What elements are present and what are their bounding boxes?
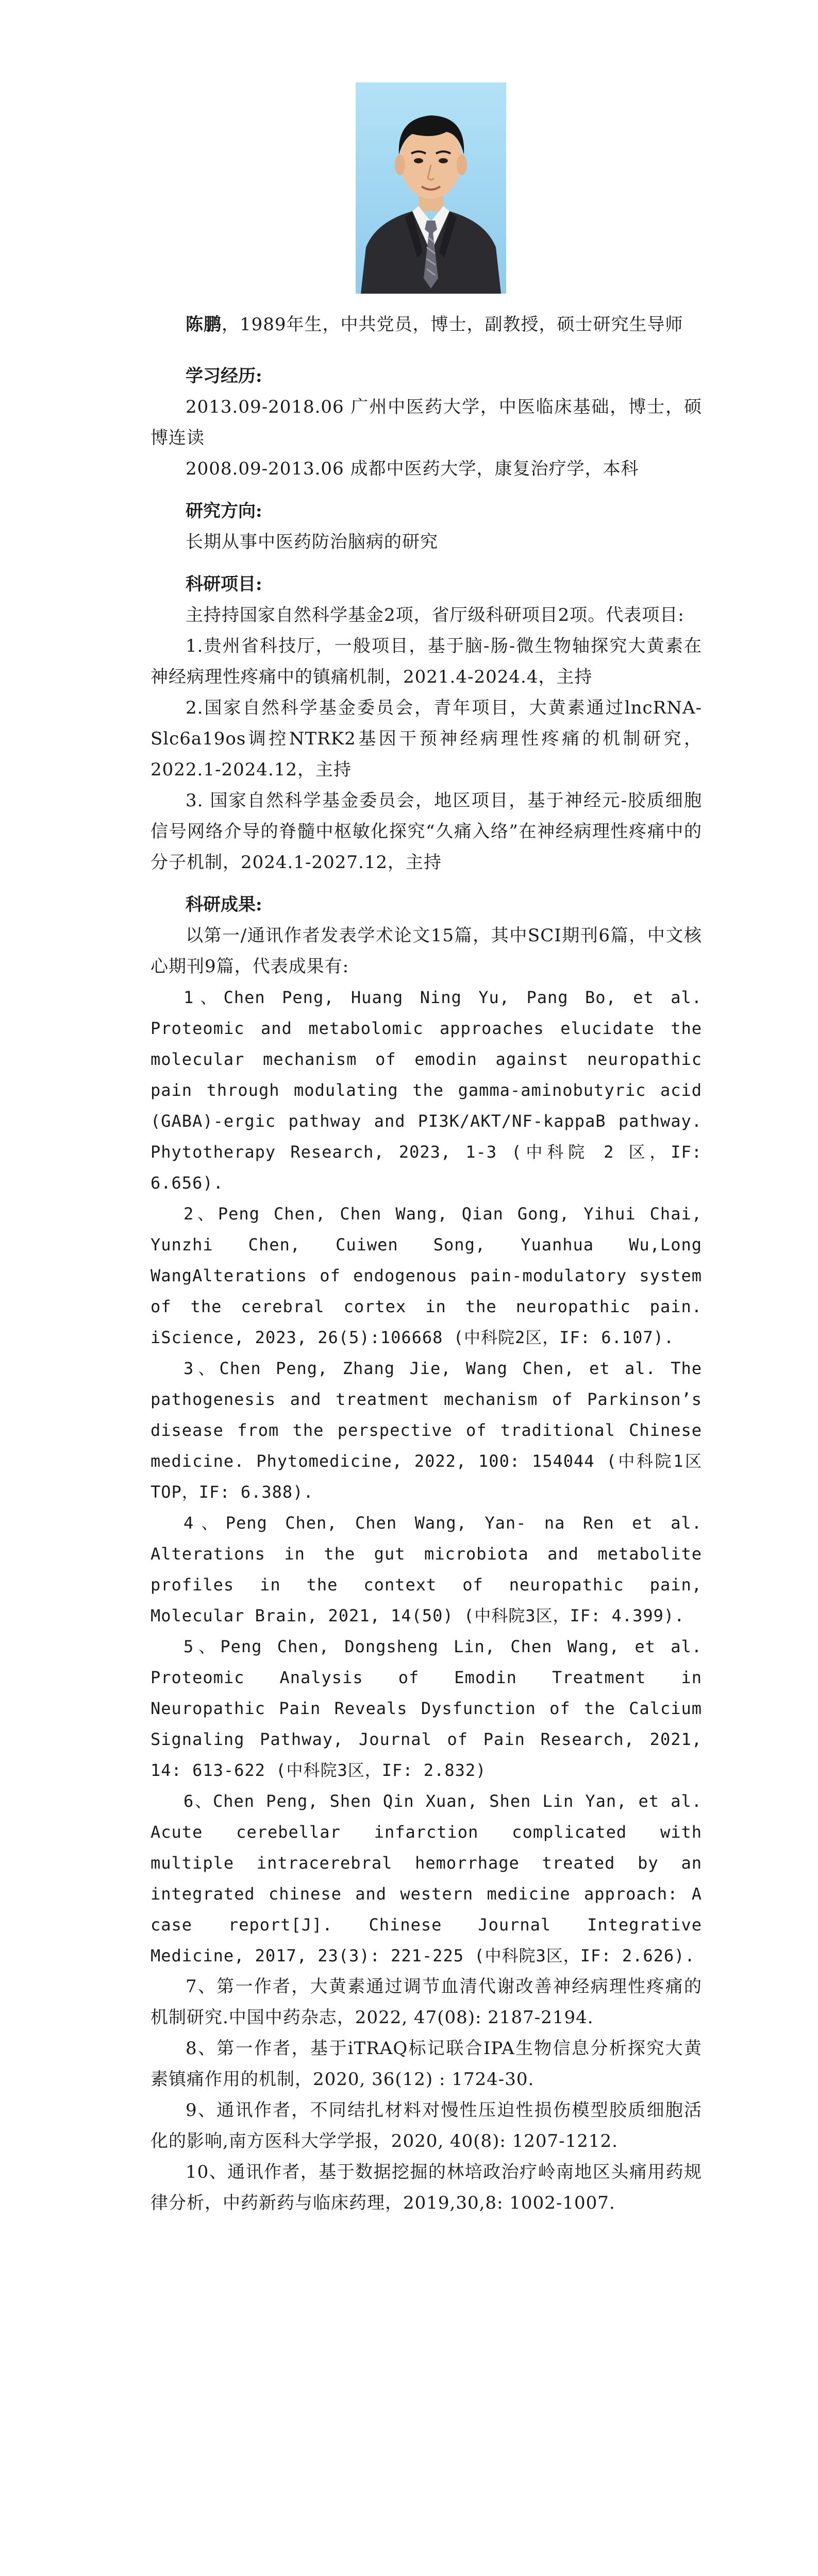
projects-list xyxy=(151,631,702,878)
publication-item: 3、Chen Peng, Zhang Jie, Wang Chen, et al. The pathogenesis and treatment mechanism of Parkinson’s disease from the perspective of traditional Chinese medicine. Phytomedicine, 2022, 100: 154044 (中科院1区TOP，IF: 6.388). xyxy=(151,1359,702,1502)
projects-heading: 科研项目: xyxy=(186,574,262,595)
profile-intro xyxy=(151,309,702,340)
publication-item: 5、Peng Chen, Dongsheng Lin, Chen Wang, et al. Proteomic Analysis of Emodin Treatment in Neuropathic Pain Reveals Dysfunction of the Calcium Signaling Pathway, Journal of Pain Research, 2021, 14: 613-622 (中科院3区，IF: 2.832) xyxy=(151,1637,702,1780)
project-item: 2.国家自然科学基金委员会，青年项目，大黄素通过lncRNA-Slc6a19os调控NTRK2基因干预神经病理性疼痛的机制研究，2022.1-2024.12，主持 xyxy=(151,698,702,780)
achievements-summary: 以第一/通讯作者发表学术论文15篇，其中SCI期刊6篇，中文核心期刊9篇，代表成果有: xyxy=(151,925,702,977)
profile-name: 陈鹏 xyxy=(186,314,222,335)
profile-content xyxy=(151,309,702,2218)
achievements-heading: 科研成果: xyxy=(186,894,262,915)
education-list xyxy=(151,392,702,484)
publication-item: 9、通讯作者，不同结扎材料对慢性压迫性损伤模型胶质细胞活化的影响,南方医科大学学报，2020, 40(8): 1207-1212. xyxy=(151,2100,702,2151)
achievements-list xyxy=(151,982,702,2218)
publication-item: 7、第一作者，大黄素通过调节血清代谢改善神经病理性疼痛的机制研究.中国中药杂志，2022, 47(08): 2187-2194. xyxy=(151,1976,702,2028)
research-heading: 研究方向: xyxy=(186,501,262,521)
publication-item: 2、Peng Chen, Chen Wang, Qian Gong, Yihui Chai, Yunzhi Chen, Cuiwen Song, Yuanhua Wu,Long WangAlterations of endogenous pain-modulatory system of the cerebral cortex in the neuropathic pain. iScience, 2023, 26(5):106668 (中科院2区，IF: 6.107). xyxy=(151,1204,702,1347)
publication-item: 6、Chen Peng, Shen Qin Xuan, Shen Lin Yan, et al. Acute cerebellar infarction complicated with multiple intracerebral hemorrhage treated by an integrated chinese and western medicine approach: A case report[J]. Chinese Journal Integrative Medicine, 2017, 23(3): 221-225 (中科院3区，IF: 2.626). xyxy=(151,1791,702,1965)
projects-summary: 主持持国家自然科学基金2项，省厅级科研项目2项。代表项目: xyxy=(186,605,685,625)
education-item: 2013.09-2018.06 广州中医药大学，中医临床基础，博士，硕博连读 xyxy=(151,397,702,448)
project-item: 1.贵州省科技厅，一般项目，基于脑-肠-微生物轴探究大黄素在神经病理性疼痛中的镇痛机制，2021.4-2024.4，主持 xyxy=(151,636,702,687)
publication-item: 4、Peng Chen, Chen Wang, Yan- na Ren et al. Alterations in the gut microbiota and metabolite profiles in the context of neuropathic pain, Molecular Brain, 2021, 14(50) (中科院3区，IF: 4.399). xyxy=(151,1513,702,1625)
profile-intro-text: ，1989年生，中共党员，博士，副教授，硕士研究生导师 xyxy=(222,314,683,335)
publication-item: 1、Chen Peng, Huang Ning Yu, Pang Bo, et al. Proteomic and metabolomic approaches elucidate the molecular mechanism of emodin against neuropathic pain through modulating the gamma-aminobutyric acid (GABA)-ergic pathway and PI3K/AKT/NF-kappaB pathway. Phytotherapy Research, 2023, 1-3 (中科院 2 区，IF: 6.656). xyxy=(151,988,702,1193)
portrait-figure-icon xyxy=(356,82,506,294)
publication-item: 8、第一作者，基于iTRAQ标记联合IPA生物信息分析探究大黄素镇痛作用的机制，2020, 36(12) : 1724-30. xyxy=(151,2038,702,2090)
research-text: 长期从事中医药防治脑病的研究 xyxy=(186,532,438,552)
project-item: 3. 国家自然科学基金委员会，地区项目，基于神经元-胶质细胞信号网络介导的脊髓中枢敏化探究“久痛入络”在神经病理性疼痛中的分子机制，2024.1-2027.12，主持 xyxy=(151,790,702,873)
publication-item: 10、通讯作者，基于数据挖掘的林培政治疗岭南地区头痛用药规律分析，中药新药与临床药理，2019,30,8: 1002-1007. xyxy=(151,2162,702,2213)
education-item: 2008.09-2013.06 成都中医药大学，康复治疗学，本科 xyxy=(186,459,639,479)
portrait-photo xyxy=(356,82,506,294)
education-heading: 学习经历: xyxy=(186,366,262,386)
